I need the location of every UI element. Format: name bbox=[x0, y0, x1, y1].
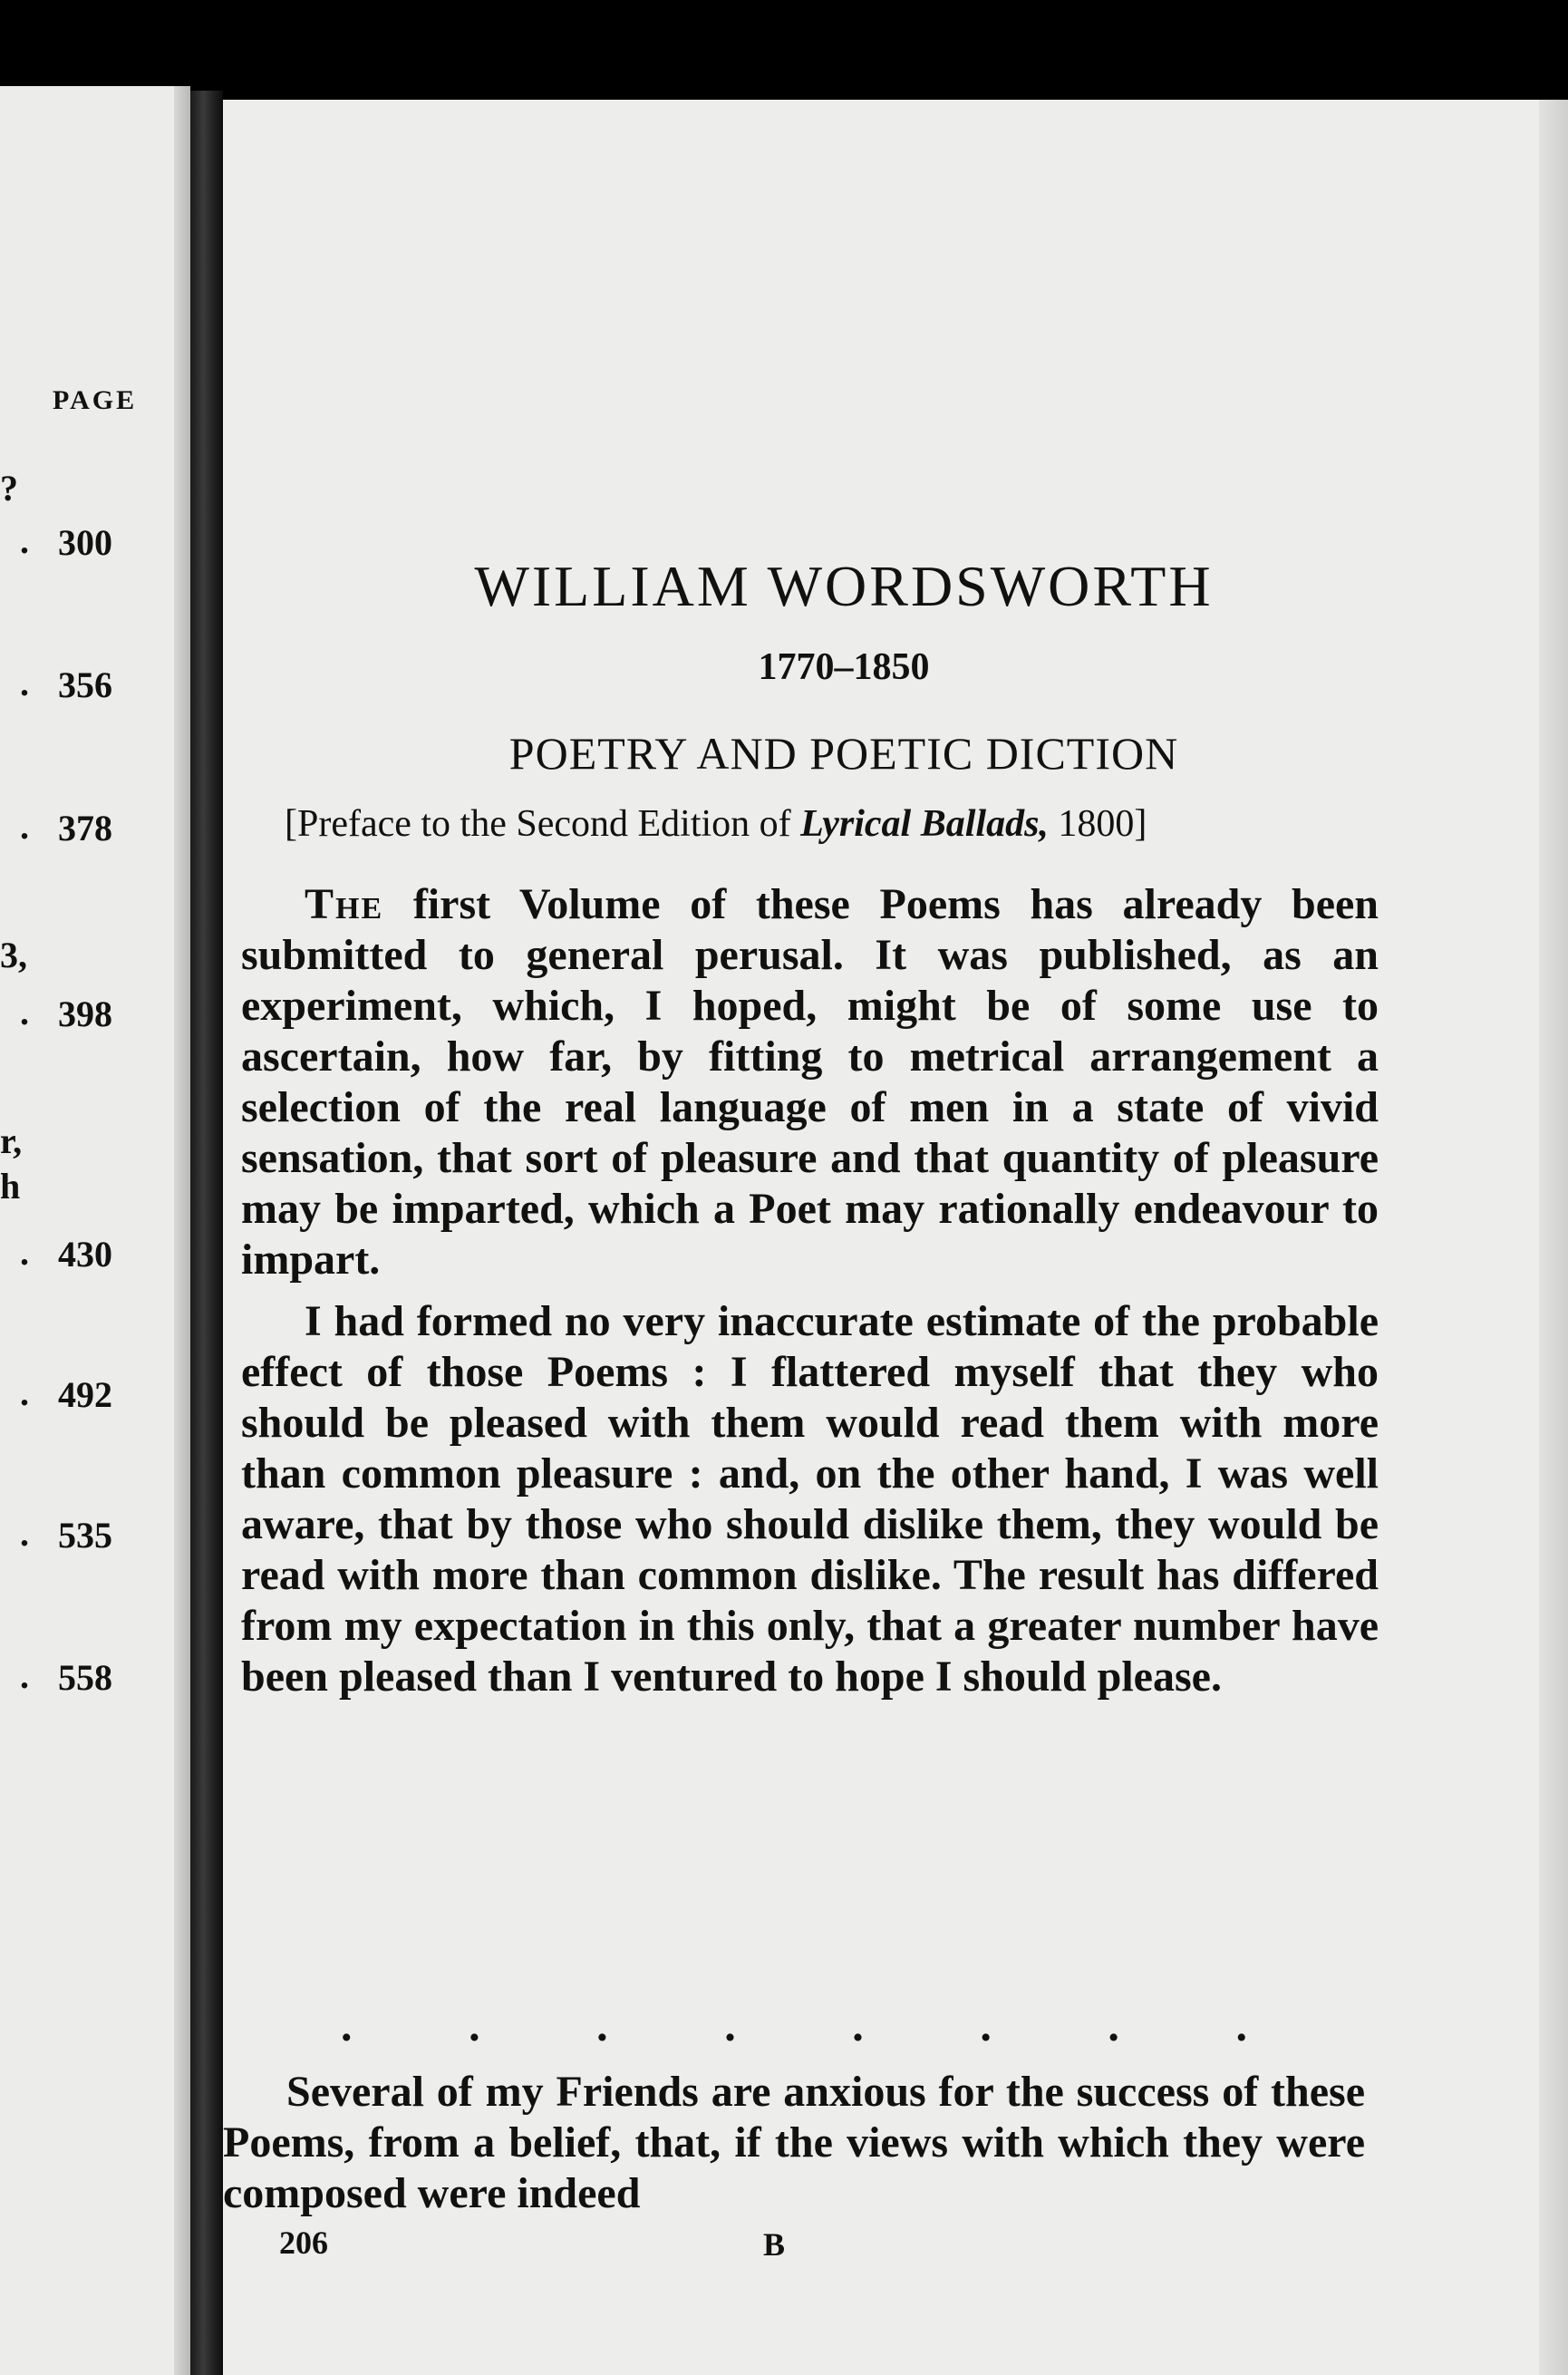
body-text-continued bbox=[223, 2067, 1365, 2219]
page-edge bbox=[1539, 100, 1568, 2375]
ellipsis-dot: . bbox=[852, 2000, 864, 2050]
page-curve bbox=[174, 86, 190, 2375]
toc-page-number: 492 bbox=[58, 1374, 112, 1415]
previous-page bbox=[0, 86, 190, 2375]
paragraph-text: first Volume of these Poems has already been submitted to general perusal. It was published, as an experiment, which, I hoped, might be of some use to ascertain, how far, by fitting to metrical arrangement a selection of the real language of men in a state of vivid sensation, that sort of pleasure and that quantity of pleasure may be imparted, which a Poet may rationally endeavour to impart. bbox=[241, 880, 1379, 1284]
leader-dot: . bbox=[20, 1655, 29, 1696]
toc-page-number: 430 bbox=[58, 1234, 112, 1275]
paragraph: Several of my Friends are anxious for the success of these Poems, from a belief, that, if the views with which they were composed were indeed bbox=[223, 2068, 1365, 2217]
leader-dot: . bbox=[20, 992, 29, 1032]
toc-page-number: 356 bbox=[58, 664, 112, 705]
toc-page-number: 300 bbox=[58, 522, 112, 563]
book-gutter bbox=[190, 91, 223, 2375]
previous-page-fragment: ? bbox=[0, 468, 18, 509]
author-dates: 1770–1850 bbox=[758, 646, 930, 688]
toc-page-number: 378 bbox=[58, 808, 112, 848]
ellipsis-dot: . bbox=[596, 2000, 608, 2050]
toc-page-number: 535 bbox=[58, 1515, 112, 1556]
ellipsis-dot: . bbox=[469, 2000, 480, 2050]
ellipsis-dot: . bbox=[724, 2000, 736, 2050]
previous-page-header: PAGE bbox=[53, 385, 138, 415]
ellipsis-dot: . bbox=[1235, 2000, 1247, 2050]
main-page bbox=[223, 100, 1568, 2375]
previous-page-fragment: r, bbox=[0, 1120, 23, 1161]
leader-dot: . bbox=[20, 806, 29, 847]
author-heading: WILLIAM WORDSWORTH bbox=[474, 554, 1214, 618]
ellipsis-row bbox=[341, 1999, 1247, 2051]
paragraph-lead-word: The bbox=[305, 880, 384, 928]
previous-page-fragment: h bbox=[0, 1166, 21, 1207]
essay-title: POETRY AND POETIC DICTION bbox=[508, 728, 1179, 779]
source-note bbox=[285, 802, 1372, 846]
source-note-prefix: [Preface to the Second Edition of bbox=[285, 803, 801, 845]
toc-page-number: 558 bbox=[58, 1657, 112, 1698]
signature-mark: B bbox=[763, 2226, 786, 2263]
leader-dot: . bbox=[20, 1232, 29, 1273]
ellipsis-dot: . bbox=[980, 2000, 992, 2050]
paragraph: I had formed no very inaccurate estimate of the probable effect of those Poems : I flattered myself that they who should be pleased with them would read them with more than common pleasure : and, on the other hand, I was well aware, that by those who should dislike them, they would be read with more than common dislike. The result has differed from my expectation in this only, that a greater number have been pleased than I ventured to hope I should please. bbox=[241, 1297, 1379, 1701]
body-text bbox=[241, 879, 1379, 1713]
paragraph bbox=[241, 879, 1379, 1285]
page-number: 206 bbox=[279, 2225, 328, 2261]
toc-page-number: 398 bbox=[58, 994, 112, 1034]
ellipsis-dot: . bbox=[341, 2000, 353, 2050]
leader-dot: . bbox=[20, 1372, 29, 1413]
previous-page-fragment: 3, bbox=[0, 935, 27, 975]
leader-dot: . bbox=[20, 520, 29, 561]
leader-dot: . bbox=[20, 1513, 29, 1554]
source-note-work-title: Lyrical Ballads, bbox=[800, 803, 1049, 845]
source-note-suffix: 1800] bbox=[1048, 803, 1147, 845]
ellipsis-dot: . bbox=[1108, 2000, 1119, 2050]
leader-dot: . bbox=[20, 663, 29, 703]
